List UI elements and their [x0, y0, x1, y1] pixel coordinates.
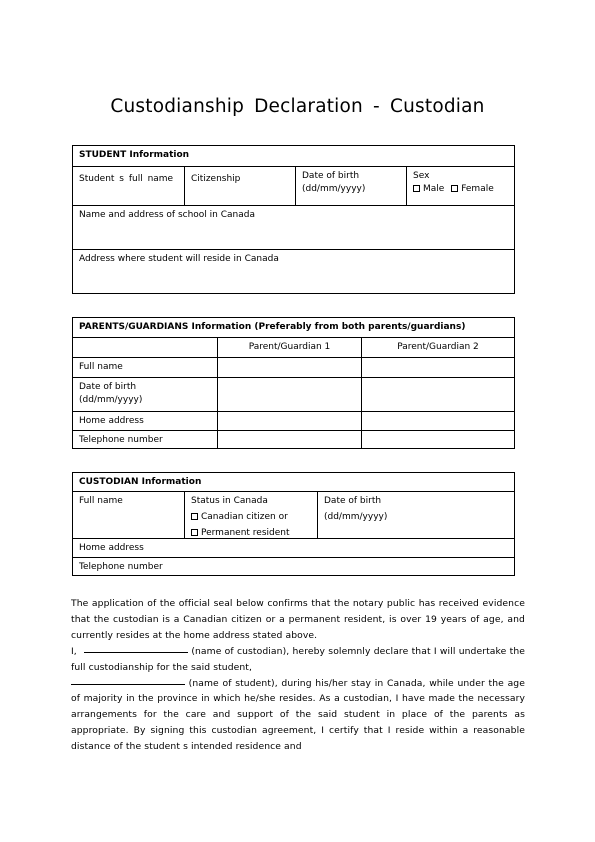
parent2-home-address-field[interactable]: [361, 412, 514, 430]
canadian-citizen-label: Canadian citizen or: [201, 512, 288, 522]
parents-dob-row: [73, 377, 514, 411]
residence-row[interactable]: [73, 249, 514, 293]
parents-home-address-row: [73, 411, 514, 430]
student-full-name-text: Student s full name: [79, 174, 174, 184]
parents-telephone-row: [73, 430, 514, 448]
parents-full-name-row: [73, 357, 514, 377]
declaration-intro: The application of the official seal below confirms that the notary public has received evidence that the custodian is a Canadian citizen or a permanent resident, is over 19 years of age, and currently resides at the home address stated above.: [71, 598, 525, 641]
custodian-information-table: [72, 472, 515, 576]
permanent-resident-label: Permanent resident: [201, 528, 290, 538]
custodian-dob-cell[interactable]: [317, 492, 514, 538]
student-section-header: STUDENT Information: [79, 150, 190, 160]
permanent-resident-checkbox[interactable]: [191, 529, 198, 536]
custodian-section-header: CUSTODIAN Information: [79, 477, 202, 487]
parents-section-header: PARENTS/GUARDIANS Information (Preferably from both parents/guardians): [79, 322, 466, 332]
student-details-row: [73, 166, 514, 205]
male-checkbox[interactable]: [413, 185, 420, 192]
parent1-full-name-field[interactable]: [217, 358, 361, 377]
parents-dob-label: Date of birth: [79, 382, 137, 392]
parent2-dob-field[interactable]: [361, 378, 514, 411]
parents-home-address-label: Home address: [79, 416, 144, 426]
custodian-dob-label: Date of birth: [324, 496, 382, 506]
custodian-full-name-cell[interactable]: [73, 492, 184, 538]
school-row[interactable]: [73, 205, 514, 249]
student-dob-format: (dd/mm/yyyy): [302, 184, 366, 194]
male-label: Male: [423, 184, 445, 194]
student-citizenship-text: Citizenship: [191, 174, 241, 184]
parents-dob-cell: [73, 378, 217, 411]
custodian-telephone-row[interactable]: [73, 557, 514, 575]
parent2-full-name-field[interactable]: [361, 358, 514, 377]
parents-header-row: [73, 318, 514, 337]
school-label: Name and address of school in Canada: [79, 210, 255, 220]
declaration-text: [71, 596, 525, 755]
parent2-column-header: Parent/Guardian 2: [361, 338, 514, 357]
female-label: Female: [461, 184, 494, 194]
page-title: Custodianship Declaration - Custodian: [110, 96, 485, 117]
residence-label: Address where student will reside in Canada: [79, 254, 279, 264]
custodian-home-address-label: Home address: [79, 543, 144, 553]
declaration-custodian-text: (name of custodian), hereby solemnly declare that I will undertake the full custodianship for the said student,: [71, 645, 525, 673]
declaration-student-text: (name of student), during his/her stay in Canada, while under the age of majority in the province in which he/she resides. As a custodian, I have made the necessary arrangements for the care and support of the said student in place of the parents as appropriate. By signing this custodian agreement, I certify that I reside within a reasonable distance of the student s intended residence and: [71, 677, 525, 753]
student-header-row: [73, 146, 514, 166]
custodian-dob-format: (dd/mm/yyyy): [324, 512, 388, 522]
custodian-details-row: [73, 491, 514, 538]
custodian-home-address-row[interactable]: [73, 538, 514, 557]
parents-telephone-label: Telephone number: [79, 435, 163, 445]
student-citizenship-label[interactable]: [184, 167, 295, 205]
parents-information-table: [72, 317, 515, 449]
canadian-citizen-checkbox[interactable]: [191, 513, 198, 520]
parent1-telephone-field[interactable]: [217, 431, 361, 448]
parent2-telephone-field[interactable]: [361, 431, 514, 448]
student-sex-cell: [406, 167, 514, 205]
student-dob-label: Date of birth: [302, 171, 360, 181]
student-sex-label: Sex: [413, 171, 430, 181]
parent1-home-address-field[interactable]: [217, 412, 361, 430]
custodian-header-row: [73, 473, 514, 491]
parents-column-header-row: [73, 337, 514, 357]
student-name-blank[interactable]: [71, 683, 185, 685]
parents-full-name-label: Full name: [79, 362, 123, 372]
custodian-status-cell: [184, 492, 317, 538]
declaration-i-prefix: I,: [71, 645, 77, 657]
parent1-column-header: Parent/Guardian 1: [217, 338, 361, 357]
parent1-dob-field[interactable]: [217, 378, 361, 411]
custodian-telephone-label: Telephone number: [79, 562, 163, 572]
custodian-full-name-label: Full name: [79, 496, 123, 506]
student-full-name-label[interactable]: [73, 167, 184, 205]
parents-empty-header: [73, 338, 217, 357]
custodian-name-blank[interactable]: [84, 651, 188, 653]
custodian-status-label: Status in Canada: [191, 496, 268, 506]
student-information-table: [72, 145, 515, 294]
female-checkbox[interactable]: [451, 185, 458, 192]
parents-dob-format: (dd/mm/yyyy): [79, 395, 143, 405]
student-dob-cell[interactable]: [295, 167, 406, 205]
